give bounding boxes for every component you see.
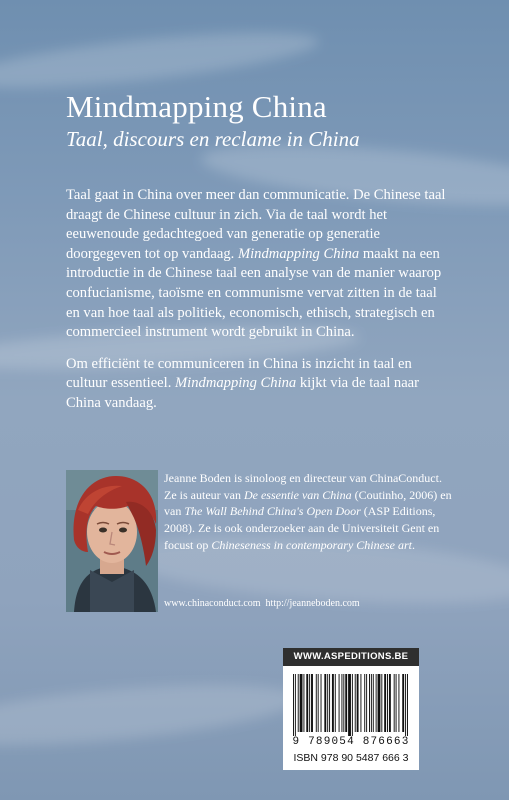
barcode-panel	[283, 666, 419, 770]
bio-text-3: (ASP Editions, 2008). Ze is ook onderzoeker aan de Universiteit Gent en focust op	[164, 504, 440, 552]
barcode-bar	[293, 674, 294, 736]
barcode-bar	[309, 674, 310, 732]
barcode-block	[283, 648, 419, 770]
barcode-bar	[384, 674, 386, 732]
description-paragraph-1	[66, 186, 446, 343]
barcode-bar	[378, 674, 381, 732]
barcode-bar	[332, 674, 334, 732]
barcode-bar	[321, 674, 322, 732]
barcode-bar	[357, 674, 359, 732]
paragraph-2-title-ref: Mindmapping China	[175, 375, 297, 392]
barcode-bar	[381, 674, 382, 732]
barcode-bar	[355, 674, 356, 732]
barcode-bar	[352, 674, 353, 736]
barcode-bar	[369, 674, 370, 732]
link-chinaconduct[interactable]: www.chinaconduct.com	[164, 598, 261, 609]
bio-text-4: .	[411, 537, 415, 552]
book-title: Mindmapping China	[66, 89, 327, 124]
barcode-bar	[407, 674, 408, 736]
bio-text-2: (Coutinho, 2006) en van	[164, 487, 452, 519]
barcode-bar	[303, 674, 304, 732]
barcode-bar	[387, 674, 388, 732]
paragraph-1-title-ref: Mindmapping China	[237, 245, 360, 262]
back-cover-text	[66, 90, 446, 414]
barcode-bar	[335, 674, 336, 732]
paragraph-1-part-1: Taal gaat in China over meer dan communicatie. De Chinese taal draagt de Chinese cultuur in zich. Via de taal wordt het eeuwenoude gedachtegoed van generatie op generatie doorgegeven tot op vandaag.	[66, 187, 446, 262]
barcode-bars	[291, 674, 411, 736]
barcode-bar	[402, 674, 404, 732]
paragraph-2-part-1: Om efficiënt te communiceren in China is inzicht in taal en cultuur essentieel.	[66, 355, 412, 392]
paragraph-2-part-2: kijkt via de taal naar China vandaag.	[66, 375, 420, 411]
barcode-bar	[398, 674, 399, 732]
barcode-bar	[345, 674, 347, 732]
description-paragraph-2	[66, 355, 446, 414]
link-jeanneboden[interactable]: http://jeanneboden.com	[265, 598, 360, 609]
book-subtitle: Taal, discours en reclame in China	[66, 127, 360, 151]
author-portrait-image	[66, 470, 158, 612]
paragraph-1-part-2: maakt na een introductie in de Chinese taal een analyse van de manier waarop confucianisme, taoïsme en communisme vervat zitten in de taal en van hoe taal als politiek, economisch, ethisch, strategisch en commercieel instrument wordt gebruikt in China.	[66, 245, 442, 341]
author-links	[164, 598, 360, 609]
barcode-bar	[373, 674, 374, 732]
barcode-bar	[341, 674, 342, 732]
barcode-bar	[405, 674, 406, 736]
bio-text-1: Jeanne Boden is sinoloog en directeur van ChinaConduct. Ze is auteur van	[164, 471, 442, 502]
barcode-bar	[339, 674, 340, 732]
barcode-bar	[318, 674, 319, 732]
barcode-bar	[366, 674, 367, 732]
barcode-bar	[389, 674, 391, 732]
barcode-bar	[295, 674, 296, 736]
barcode-bar	[348, 674, 351, 736]
bio-research-topic: Chineseness in contemporary Chinese art	[211, 537, 412, 552]
barcode-bar	[311, 674, 313, 732]
barcode-bar	[298, 674, 299, 732]
author-bio	[164, 470, 454, 554]
bio-book-2: The Wall Behind China's Open Door	[184, 504, 361, 519]
barcode-bar	[371, 674, 372, 732]
isbn-label: ISBN 978 90 5487 666 3	[293, 752, 409, 764]
barcode-bar	[329, 674, 330, 732]
barcode-bar	[364, 674, 365, 732]
publisher-url: WWW.ASPEDITIONS.BE	[283, 648, 419, 666]
bio-book-1: De essentie van China	[243, 487, 352, 502]
barcode-bar	[394, 674, 395, 732]
barcode-bar	[360, 674, 361, 732]
author-photo	[66, 470, 158, 612]
barcode-bar	[376, 674, 377, 732]
barcode-bar	[343, 674, 344, 732]
barcode-bar	[324, 674, 326, 732]
barcode-bar	[396, 674, 397, 732]
barcode-bar	[306, 674, 308, 732]
barcode-bar	[316, 674, 317, 732]
barcode-bar	[300, 674, 303, 732]
barcode-bar	[327, 674, 328, 732]
barcode-digits: 9 789054 876663	[292, 736, 410, 748]
